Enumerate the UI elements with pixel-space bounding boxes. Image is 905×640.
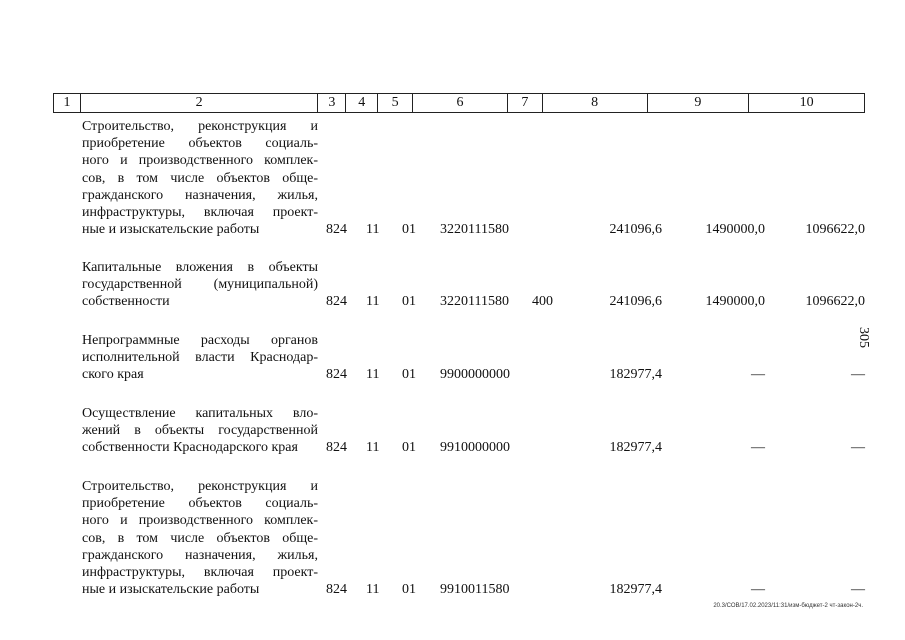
row-name — [82, 332, 318, 384]
name-line: сов, в том числе объектов обще- — [82, 170, 318, 186]
cell-col10: — — [851, 367, 865, 382]
cell-col8: 182977,4 — [609, 582, 662, 597]
row-name — [82, 259, 318, 311]
row-name — [82, 478, 318, 598]
cell-col6: 9910011580 — [440, 582, 510, 597]
cell-col6: 9910000000 — [440, 440, 510, 455]
name-line: Строительство, реконструкция и — [82, 479, 318, 494]
header-cell: 8 — [543, 94, 648, 112]
cell-col5: 01 — [402, 294, 416, 309]
cell-col4: 11 — [366, 367, 380, 382]
name-line: Капитальные вложения в объекты — [82, 260, 318, 275]
row-name — [82, 405, 318, 457]
name-line: приобретение объектов социаль- — [82, 496, 318, 512]
page-number: 305 — [856, 327, 871, 348]
cell-col3: 824 — [326, 582, 347, 597]
name-line: жений в объекты государственной — [82, 423, 318, 439]
cell-col6: 3220111580 — [440, 294, 509, 309]
name-line: гражданского назначения, жилья, — [82, 187, 318, 203]
cell-col8: 241096,6 — [609, 222, 662, 237]
header-cell: 10 — [799, 95, 814, 110]
name-line: инфраструктуры, включая проект- — [82, 565, 318, 581]
cell-col9: 1490000,0 — [705, 294, 765, 309]
row-name — [82, 118, 318, 238]
header-cell: 4 — [346, 94, 378, 112]
cell-col3: 824 — [326, 294, 347, 309]
cell-col4: 11 — [366, 222, 380, 237]
cell-col4: 11 — [366, 582, 380, 597]
cell-col5: 01 — [402, 582, 416, 597]
name-line: собственности Краснодарского края — [82, 440, 298, 456]
cell-col9: — — [751, 367, 765, 382]
header-cell: 5 — [378, 94, 413, 112]
name-line: ского края — [82, 367, 144, 383]
header-cell: 9 — [648, 94, 750, 112]
cell-col10: 1096622,0 — [805, 222, 865, 237]
cell-col4: 11 — [366, 440, 380, 455]
cell-col6: 9900000000 — [440, 367, 510, 382]
cell-col5: 01 — [402, 222, 416, 237]
name-line: инфраструктуры, включая проект- — [82, 205, 318, 221]
cell-col10: 1096622,0 — [805, 294, 865, 309]
cell-col9: — — [751, 440, 765, 455]
name-line: ного и производственного комплек- — [82, 153, 318, 169]
cell-col8: 182977,4 — [609, 440, 662, 455]
table-header — [53, 93, 865, 113]
name-line: государственной (муниципальной) — [82, 277, 318, 293]
cell-col10: — — [851, 440, 865, 455]
footer-note: 20.3/СОВ/17.02.2023/11:31/изм-бюджет-2 чт-закон-2ч. — [713, 603, 863, 609]
name-line: ные и изыскательские работы — [82, 222, 260, 238]
cell-col3: 824 — [326, 367, 347, 382]
cell-col5: 01 — [402, 440, 416, 455]
header-cell: 2 — [81, 94, 318, 112]
cell-col6: 3220111580 — [440, 222, 509, 237]
name-line: Строительство, реконструкция и — [82, 119, 318, 134]
name-line: Осуществление капитальных вло- — [82, 406, 318, 421]
header-cell: 7 — [508, 94, 543, 112]
cell-col8: 182977,4 — [609, 367, 662, 382]
header-cell: 6 — [413, 94, 508, 112]
name-line: сов, в том числе объектов обще- — [82, 530, 318, 546]
cell-col5: 01 — [402, 367, 416, 382]
cell-col9: — — [751, 582, 765, 597]
cell-col9: 1490000,0 — [705, 222, 765, 237]
cell-col4: 11 — [366, 294, 380, 309]
name-line: собственности — [82, 294, 170, 310]
name-line: приобретение объектов социаль- — [82, 136, 318, 152]
name-line: исполнительной власти Краснодар- — [82, 350, 318, 366]
name-line: гражданского назначения, жилья, — [82, 547, 318, 563]
cell-col3: 824 — [326, 440, 347, 455]
header-cell: 1 — [54, 94, 81, 112]
name-line: Непрограммные расходы органов — [82, 333, 318, 348]
cell-col3: 824 — [326, 222, 347, 237]
name-line: ного и производственного комплек- — [82, 513, 318, 529]
header-cell: 3 — [318, 94, 346, 112]
cell-col10: — — [851, 582, 865, 597]
name-line: ные и изыскательские работы — [82, 582, 260, 598]
cell-col8: 241096,6 — [609, 294, 662, 309]
cell-col7: 400 — [532, 294, 553, 309]
